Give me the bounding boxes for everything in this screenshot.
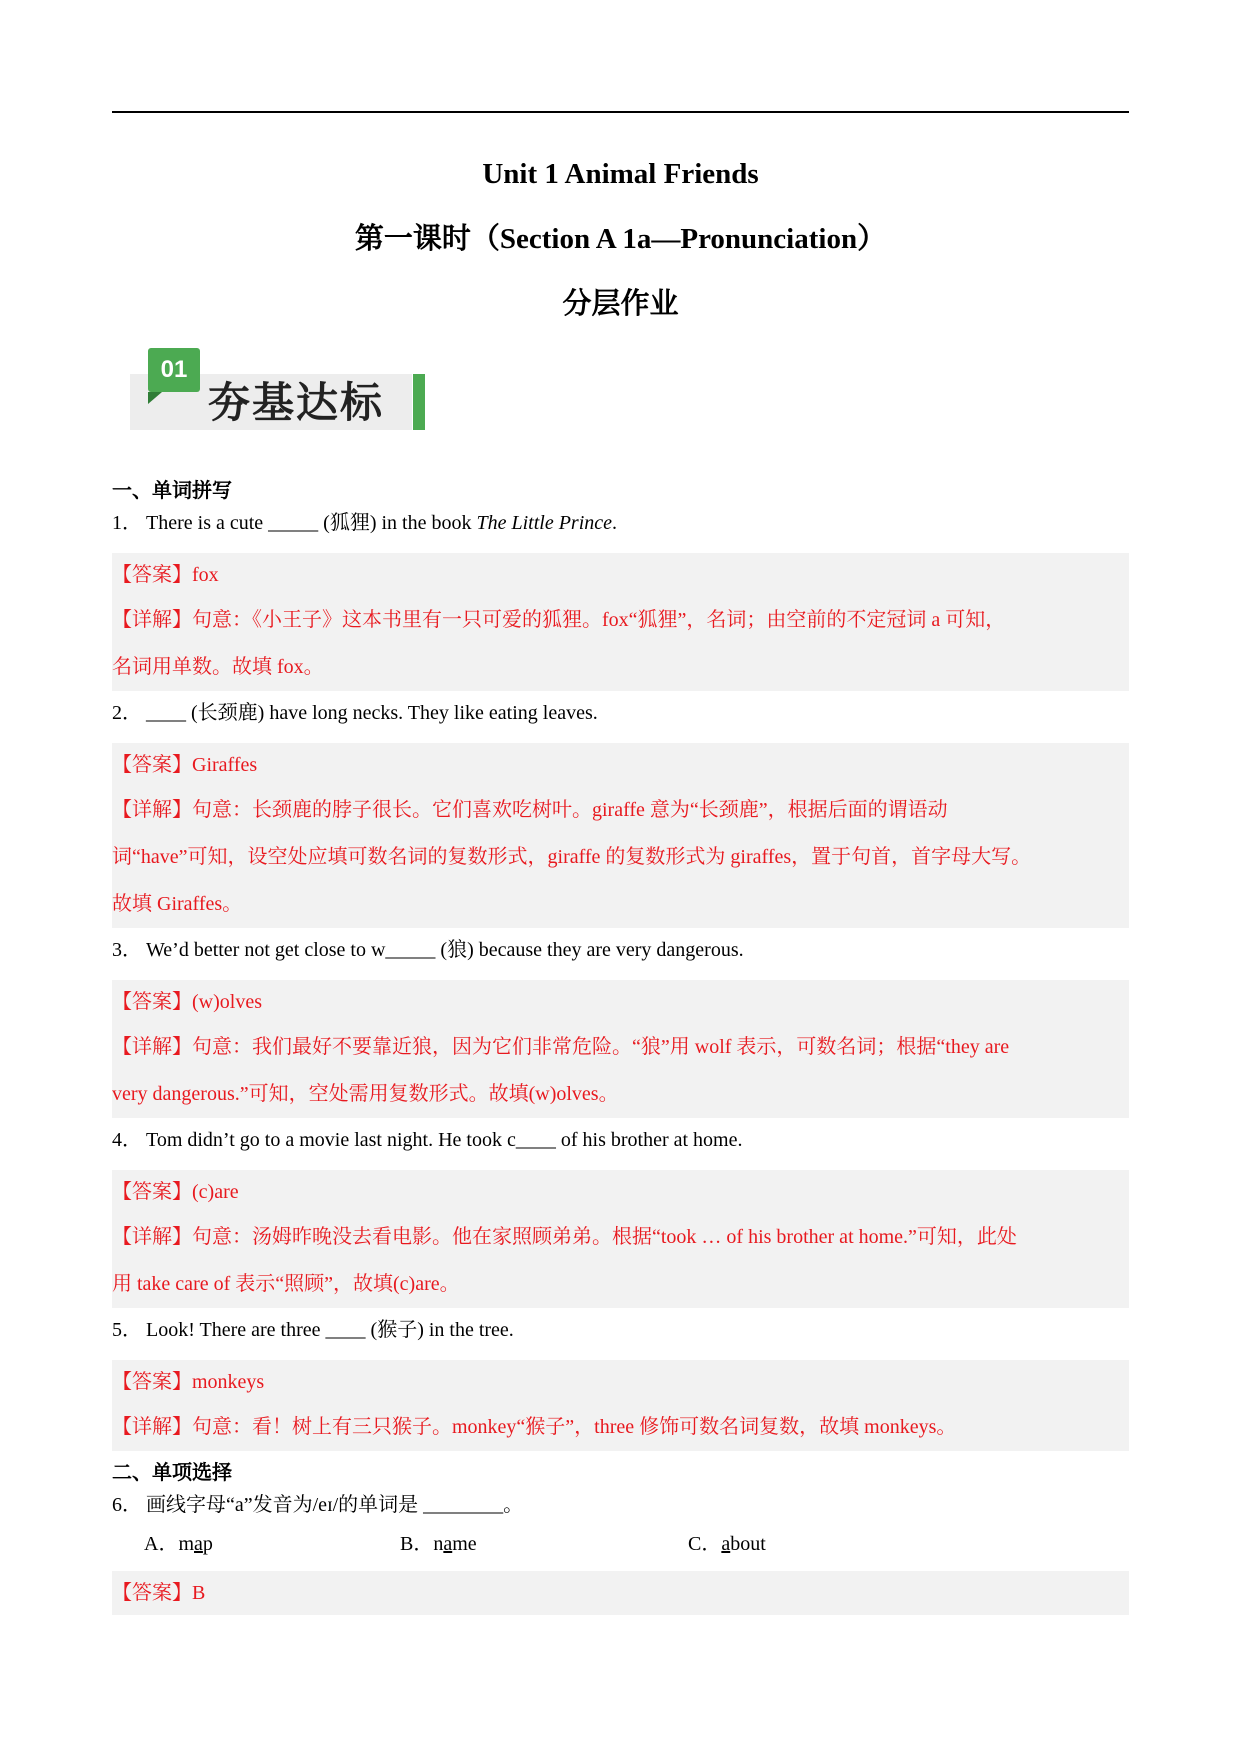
- worksheet-content: [112, 475, 1129, 1621]
- answer-tag: 【答案】: [112, 754, 192, 776]
- section-badge: [130, 348, 425, 432]
- answer-tag: 【答案】: [112, 564, 192, 586]
- answer-value: (w)olves: [192, 991, 262, 1013]
- question-1: [112, 507, 1129, 539]
- detail-tag: 【详解】: [112, 1416, 192, 1438]
- option-underlined-letter: a: [443, 1533, 453, 1555]
- book-title: The Little Prince: [476, 512, 613, 534]
- question-number: 4．: [112, 1129, 142, 1151]
- detail-line: [112, 1404, 1129, 1451]
- detail-text: 句意：《小王子》这本书里有一只可爱的狐狸。fox“狐狸”，名词；由空前的不定冠词 a 可知，: [192, 609, 1006, 631]
- question-text: We’d better not get close to w_____ (狼) because they are very dangerous.: [146, 939, 744, 961]
- option-text: bout: [730, 1533, 766, 1555]
- answer-value: fox: [192, 564, 219, 586]
- question-5: [112, 1314, 1129, 1346]
- question-text: There is a cute _____ (狐狸) in the book: [146, 512, 477, 534]
- question-text-end: .: [612, 512, 618, 534]
- answer-line: [112, 553, 1129, 597]
- option-text: me: [452, 1533, 477, 1555]
- detail-tag: 【详解】: [112, 1036, 192, 1058]
- lesson-title: 第一课时（Section A 1a—Pronunciation）: [354, 223, 887, 255]
- option-text: n: [433, 1533, 444, 1555]
- detail-tag: 【详解】: [112, 1226, 192, 1248]
- detail-line: [112, 1214, 1129, 1261]
- answer-tag: 【答案】: [112, 1582, 192, 1604]
- question-text: 画线字母“a”发音为/eɪ/的单词是 ________。: [146, 1494, 524, 1516]
- options-row: [112, 1521, 1129, 1567]
- detail-line: 故填 Giraffes。: [112, 893, 243, 915]
- homework-subtitle: 分层作业: [562, 288, 679, 320]
- option-text: p: [202, 1533, 213, 1555]
- answer-line: [112, 1170, 1129, 1214]
- option-c[interactable]: [688, 1521, 766, 1567]
- answer-value: monkeys: [192, 1371, 265, 1393]
- option-b[interactable]: [400, 1521, 477, 1567]
- question-2: [112, 697, 1129, 729]
- header-rule: [112, 111, 1129, 113]
- detail-text: 句意：长颈鹿的脖子很长。它们喜欢吃树叶。giraffe 意为“长颈鹿”，根据后面的谓语动: [192, 799, 948, 821]
- question-number: 2．: [112, 702, 142, 724]
- answer-line: [112, 743, 1129, 787]
- option-text: m: [178, 1533, 195, 1555]
- title-block: [0, 155, 1241, 323]
- answer-block-6: [112, 1571, 1129, 1615]
- detail-tag: 【详解】: [112, 799, 192, 821]
- question-text: Look! There are three ____ (猴子) in the tree.: [146, 1319, 514, 1341]
- detail-line: very dangerous.”可知，空处需用复数形式。故填(w)olves。: [112, 1083, 619, 1105]
- option-label: B．: [400, 1533, 434, 1555]
- detail-text: 句意：看！树上有三只猴子。monkey“猴子”，three 修饰可数名词复数，故填 monkeys。: [192, 1416, 957, 1438]
- question-text: Tom didn’t go to a movie last night. He took c____ of his brother at home.: [146, 1129, 743, 1151]
- badge-tail-icon: [148, 392, 162, 404]
- option-underlined-letter: a: [194, 1533, 203, 1555]
- question-6: [112, 1489, 1129, 1521]
- badge-number: 01: [148, 348, 200, 392]
- detail-line: 名词用单数。故填 fox。: [112, 656, 324, 678]
- question-number: 6．: [112, 1494, 142, 1516]
- question-text: ____ (长颈鹿) have long necks. They like eating leaves.: [146, 702, 598, 724]
- answer-value: Giraffes: [192, 754, 258, 776]
- answer-block-1: [112, 553, 1129, 691]
- answer-block-4: [112, 1170, 1129, 1308]
- answer-block-2: [112, 743, 1129, 928]
- unit-title: Unit 1 Animal Friends: [482, 158, 759, 190]
- answer-value: B: [192, 1582, 206, 1604]
- question-number: 1．: [112, 512, 142, 534]
- question-number: 5．: [112, 1319, 142, 1341]
- question-number: 3．: [112, 939, 142, 961]
- question-4: [112, 1124, 1129, 1156]
- detail-line: [112, 787, 1129, 834]
- option-a[interactable]: [144, 1521, 213, 1567]
- detail-text: 句意：汤姆昨晚没去看电影。他在家照顾弟弟。根据“took … of his brother at home.”可知，此处: [192, 1226, 1017, 1248]
- badge-text: 夯基达标: [208, 378, 385, 427]
- answer-tag: 【答案】: [112, 1181, 192, 1203]
- detail-line: [112, 597, 1129, 644]
- answer-block-5: [112, 1360, 1129, 1451]
- section-heading-spelling: 一、单词拼写: [112, 480, 232, 502]
- answer-line: [112, 1571, 1129, 1615]
- option-underlined-letter: a: [721, 1533, 731, 1555]
- question-3: [112, 934, 1129, 966]
- answer-tag: 【答案】: [112, 991, 192, 1013]
- option-label: A．: [144, 1533, 179, 1555]
- answer-value: (c)are: [192, 1181, 239, 1203]
- detail-text: 句意：我们最好不要靠近狼，因为它们非常危险。“狼”用 wolf 表示，可数名词；根据“they are: [192, 1036, 1010, 1058]
- answer-tag: 【答案】: [112, 1371, 192, 1393]
- detail-tag: 【详解】: [112, 609, 192, 631]
- answer-line: [112, 1360, 1129, 1404]
- answer-block-3: [112, 980, 1129, 1118]
- badge-bar: [413, 374, 425, 430]
- section-heading-choice: 二、单项选择: [112, 1462, 232, 1484]
- option-label: C．: [688, 1533, 722, 1555]
- detail-line: 词“have”可知，设空处应填可数名词的复数形式，giraffe 的复数形式为 giraffes，置于句首，首字母大写。: [112, 846, 1032, 868]
- detail-line: [112, 1024, 1129, 1071]
- detail-line: 用 take care of 表示“照顾”，故填(c)are。: [112, 1273, 460, 1295]
- answer-line: [112, 980, 1129, 1024]
